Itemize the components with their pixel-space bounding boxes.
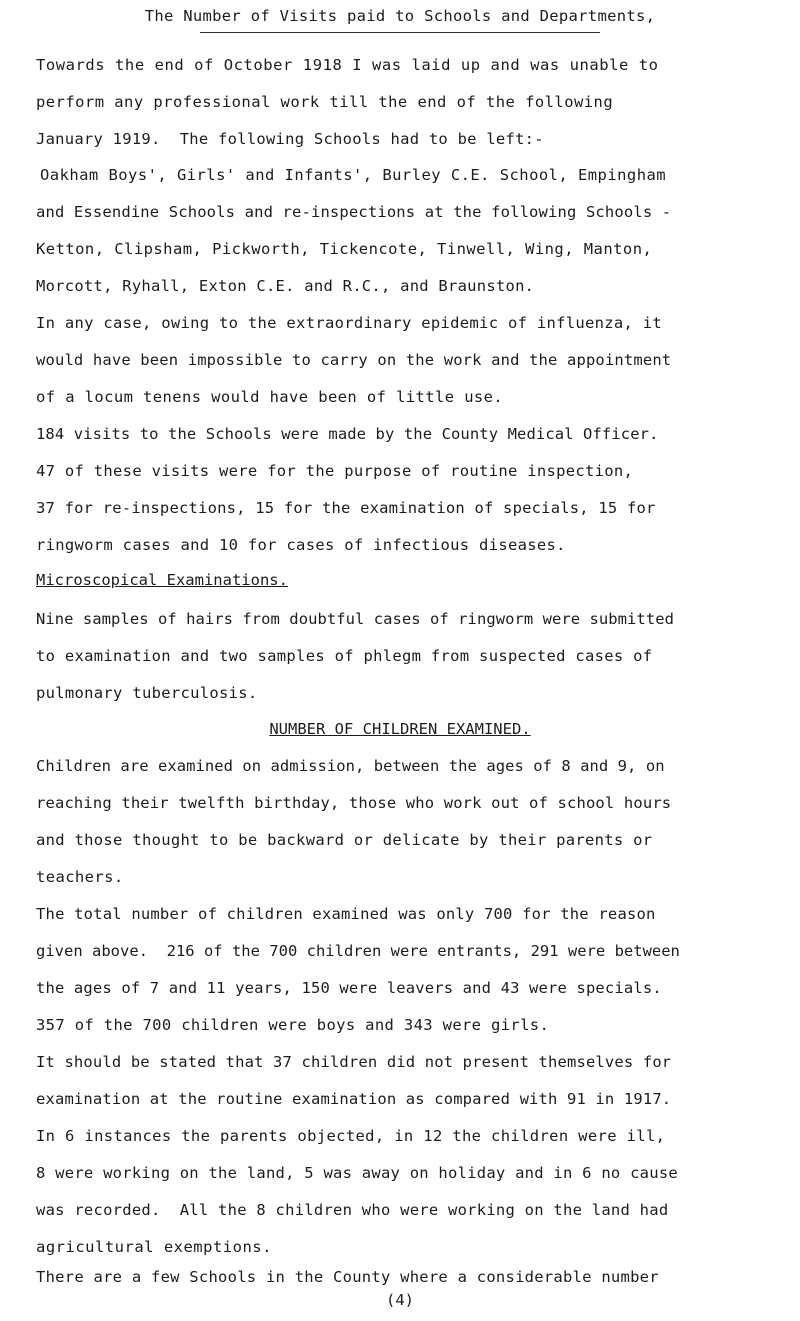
text-line: examination at the routine examination as compared with 91 in 1917. (36, 1090, 672, 1108)
text-line: pulmonary tuberculosis. (36, 684, 258, 702)
text-line: ringworm cases and 10 for cases of infectious diseases. (36, 536, 566, 554)
text-line: It should be stated that 37 children did not present themselves for (36, 1053, 672, 1071)
text-line: Ketton, Clipsham, Pickworth, Tickencote, Tinwell, Wing, Manton, (36, 240, 653, 258)
text-line: Oakham Boys', Girls' and Infants', Burley C.E. School, Empingham (40, 166, 667, 184)
heading-underline (200, 32, 600, 33)
page-number: (4) (386, 1291, 414, 1309)
section-heading-children-examined: NUMBER OF CHILDREN EXAMINED. (269, 720, 531, 738)
text-line: given above. 216 of the 700 children were entrants, 291 were between (36, 942, 680, 960)
text-line: Nine samples of hairs from doubtful cases of ringworm were submitted (36, 610, 674, 628)
text-line: 357 of the 700 children were boys and 343 were girls. (36, 1016, 550, 1034)
text-line: reaching their twelfth birthday, those who work out of school hours (36, 794, 672, 812)
text-line: There are a few Schools in the County where a considerable number (36, 1268, 659, 1286)
text-line: 184 visits to the Schools were made by the County Medical Officer. (36, 425, 659, 443)
text-line: to examination and two samples of phlegm from suspected cases of (36, 647, 653, 665)
text-line: the ages of 7 and 11 years, 150 were leavers and 43 were specials. (36, 979, 662, 997)
text-line: of a locum tenens would have been of little use. (36, 388, 504, 406)
text-line: Morcott, Ryhall, Exton C.E. and R.C., and Braunston. (36, 277, 535, 295)
text-line: In any case, owing to the extraordinary epidemic of influenza, it (36, 314, 663, 332)
text-line: teachers. (36, 868, 124, 886)
text-line: 37 for re-inspections, 15 for the examination of specials, 15 for (36, 499, 656, 517)
text-line: Children are examined on admission, between the ages of 8 and 9, on (36, 757, 665, 775)
text-line: perform any professional work till the end of the following (36, 93, 614, 111)
text-line: 8 were working on the land, 5 was away on holiday and in 6 no cause (36, 1164, 678, 1182)
text-line: would have been impossible to carry on the work and the appointment (36, 351, 672, 369)
section-subheading: Microscopical Examinations. (36, 571, 288, 589)
text-line: was recorded. All the 8 children who were working on the land had (36, 1201, 669, 1219)
text-line: January 1919. The following Schools had to be left:- (36, 130, 544, 148)
text-line: and Essendine Schools and re-inspections at the following Schools - (36, 203, 672, 221)
text-line: and those thought to be backward or delicate by their parents or (36, 831, 653, 849)
text-line: Towards the end of October 1918 I was laid up and was unable to (36, 56, 659, 74)
page-heading: The Number of Visits paid to Schools and Departments, (144, 7, 656, 25)
text-line: The total number of children examined was only 700 for the reason (36, 905, 656, 923)
text-line: 47 of these visits were for the purpose of routine inspection, (36, 462, 634, 480)
text-line: agricultural exemptions. (36, 1238, 272, 1256)
text-line: In 6 instances the parents objected, in 12 the children were ill, (36, 1127, 666, 1145)
